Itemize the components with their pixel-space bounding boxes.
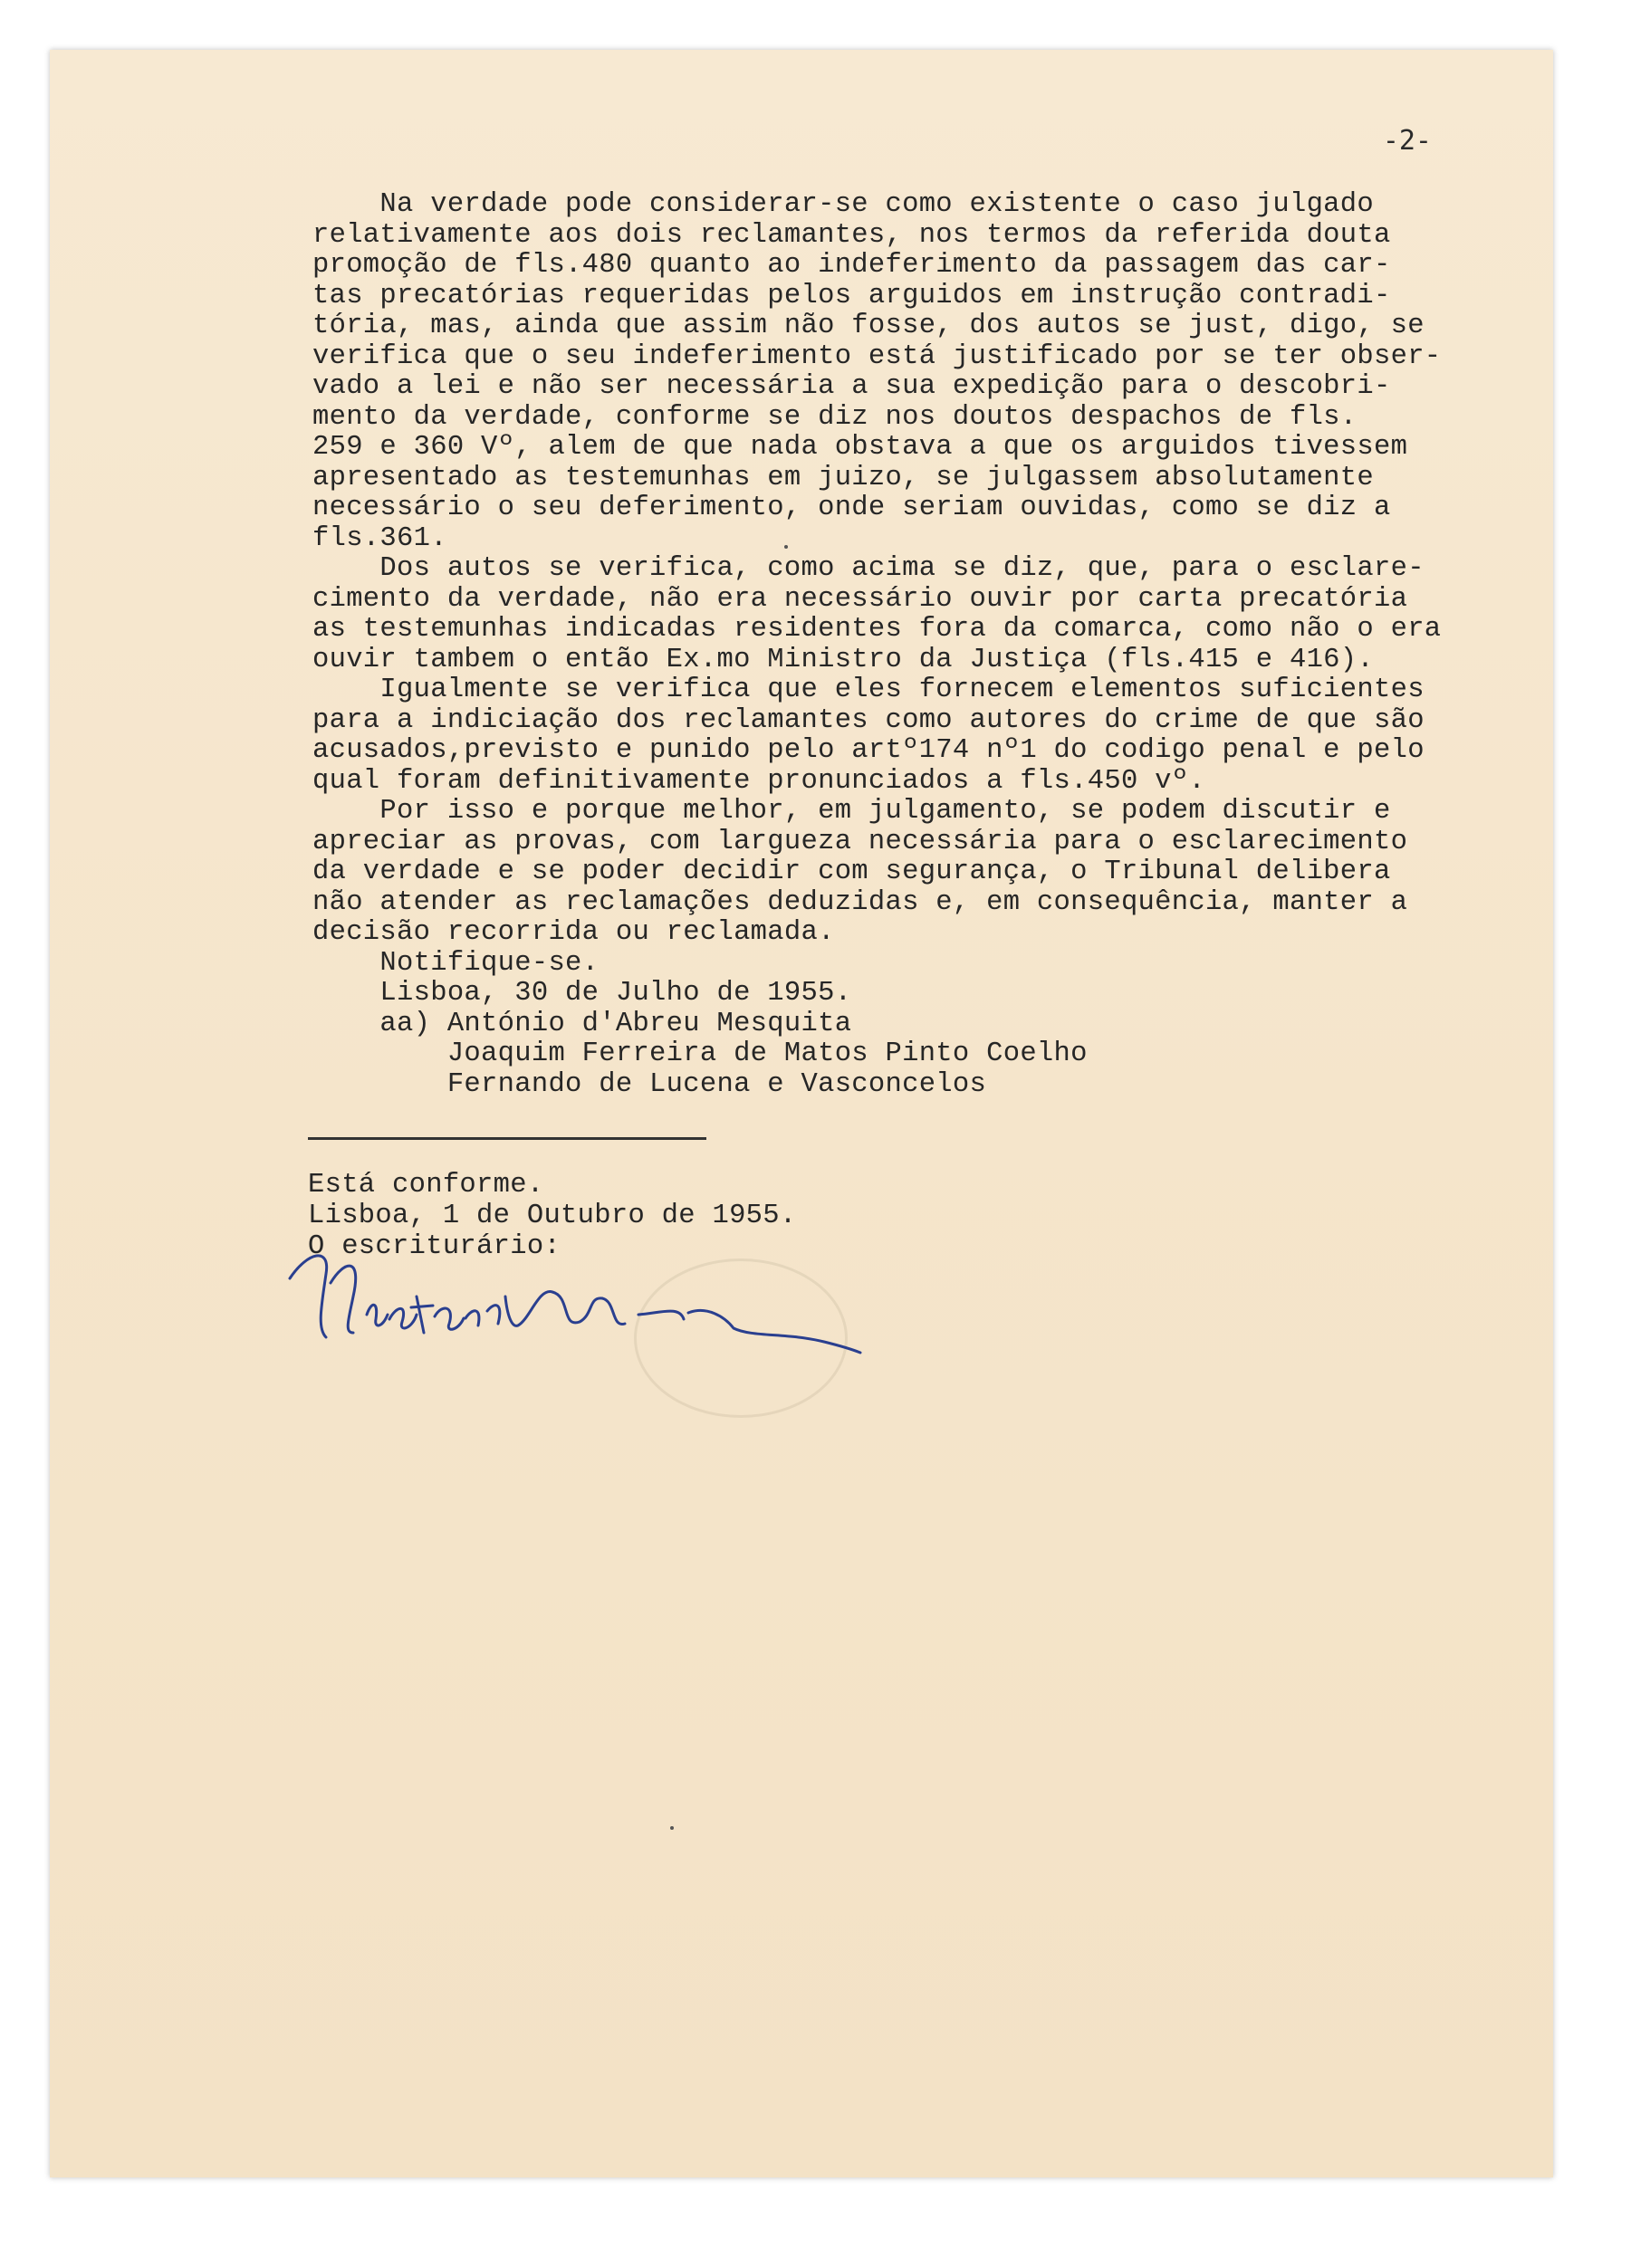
body-line: necessário o seu deferimento, onde seriam ouvidas, como se diz a bbox=[312, 493, 1391, 523]
body-line: não atender as reclamações deduzidas e, em consequência, manter a bbox=[312, 886, 1408, 918]
body-line: Na verdade pode considerar-se como existente o caso julgado bbox=[312, 189, 1374, 220]
body-line: Notifique-se. bbox=[312, 947, 600, 979]
certification-line: Lisboa, 1 de Outubro de 1955. bbox=[308, 1201, 797, 1231]
body-line: qual foram definitivamente pronunciados a fls.450 vº. bbox=[312, 765, 1205, 797]
body-line: apresentado as testemunhas em juizo, se julgassem absolutamente bbox=[312, 462, 1374, 493]
body-line: tória, mas, ainda que assim não fosse, dos autos se just, digo, se bbox=[312, 311, 1425, 341]
document-body bbox=[312, 190, 1517, 1100]
body-line: para a indiciação dos reclamantes como autores do crime de que são bbox=[312, 704, 1425, 736]
body-line: da verdade e se poder decidir com segurança, o Tribunal delibera bbox=[312, 856, 1391, 887]
body-line: ouvir tambem o então Ex.mo Ministro da Justiça (fls.415 e 416). bbox=[312, 644, 1374, 675]
certification-line: Está conforme. bbox=[308, 1170, 544, 1201]
body-line: promoção de fls.480 quanto ao indeferimento da passagem das car- bbox=[312, 250, 1391, 281]
body-line: Fernando de Lucena e Vasconcelos bbox=[312, 1068, 987, 1100]
body-line: tas precatórias requeridas pelos arguidos em instrução contradi- bbox=[312, 280, 1391, 311]
page-number: -2- bbox=[1382, 125, 1432, 157]
body-line: cimento da verdade, não era necessário ouvir por carta precatória bbox=[312, 583, 1408, 615]
ink-speck bbox=[670, 1826, 674, 1830]
body-line: vado a lei e não ser necessária a sua expedição para o descobri- bbox=[312, 371, 1391, 402]
certification-line: O escriturário: bbox=[308, 1231, 561, 1262]
body-line: Por isso e porque melhor, em julgamento, se podem discutir e bbox=[312, 796, 1391, 827]
body-line: aa) António d'Abreu Mesquita bbox=[312, 1008, 852, 1039]
body-line: decisão recorrida ou reclamada. bbox=[312, 917, 835, 948]
body-line: Lisboa, 30 de Julho de 1955. bbox=[312, 978, 852, 1009]
body-line: Joaquim Ferreira de Matos Pinto Coelho bbox=[312, 1038, 1088, 1069]
signature-divider bbox=[308, 1137, 706, 1140]
body-line: fls.361. bbox=[312, 522, 447, 554]
body-line: apreciar as provas, com largueza necessária para o esclarecimento bbox=[312, 826, 1408, 857]
body-line: as testemunhas indicadas residentes fora da comarca, como não o era bbox=[312, 614, 1442, 645]
body-line: relativamente aos dois reclamantes, nos termos da referida douta bbox=[312, 219, 1391, 251]
body-line: Dos autos se verifica, como acima se diz, que, para o esclare- bbox=[312, 553, 1425, 584]
body-line: acusados,previsto e punido pelo artº174 nº1 do codigo penal e pelo bbox=[312, 735, 1425, 766]
body-line: Igualmente se verifica que eles fornecem elementos suficientes bbox=[312, 675, 1425, 705]
body-line: 259 e 360 Vº, alem de que nada obstava a que os arguidos tivessem bbox=[312, 432, 1408, 463]
body-line: mento da verdade, conforme se diz nos doutos despachos de fls. bbox=[312, 401, 1358, 433]
ink-speck bbox=[784, 545, 788, 549]
body-line: verifica que o seu indeferimento está justificado por se ter obser- bbox=[312, 340, 1442, 372]
handwritten-signature bbox=[281, 1242, 869, 1369]
